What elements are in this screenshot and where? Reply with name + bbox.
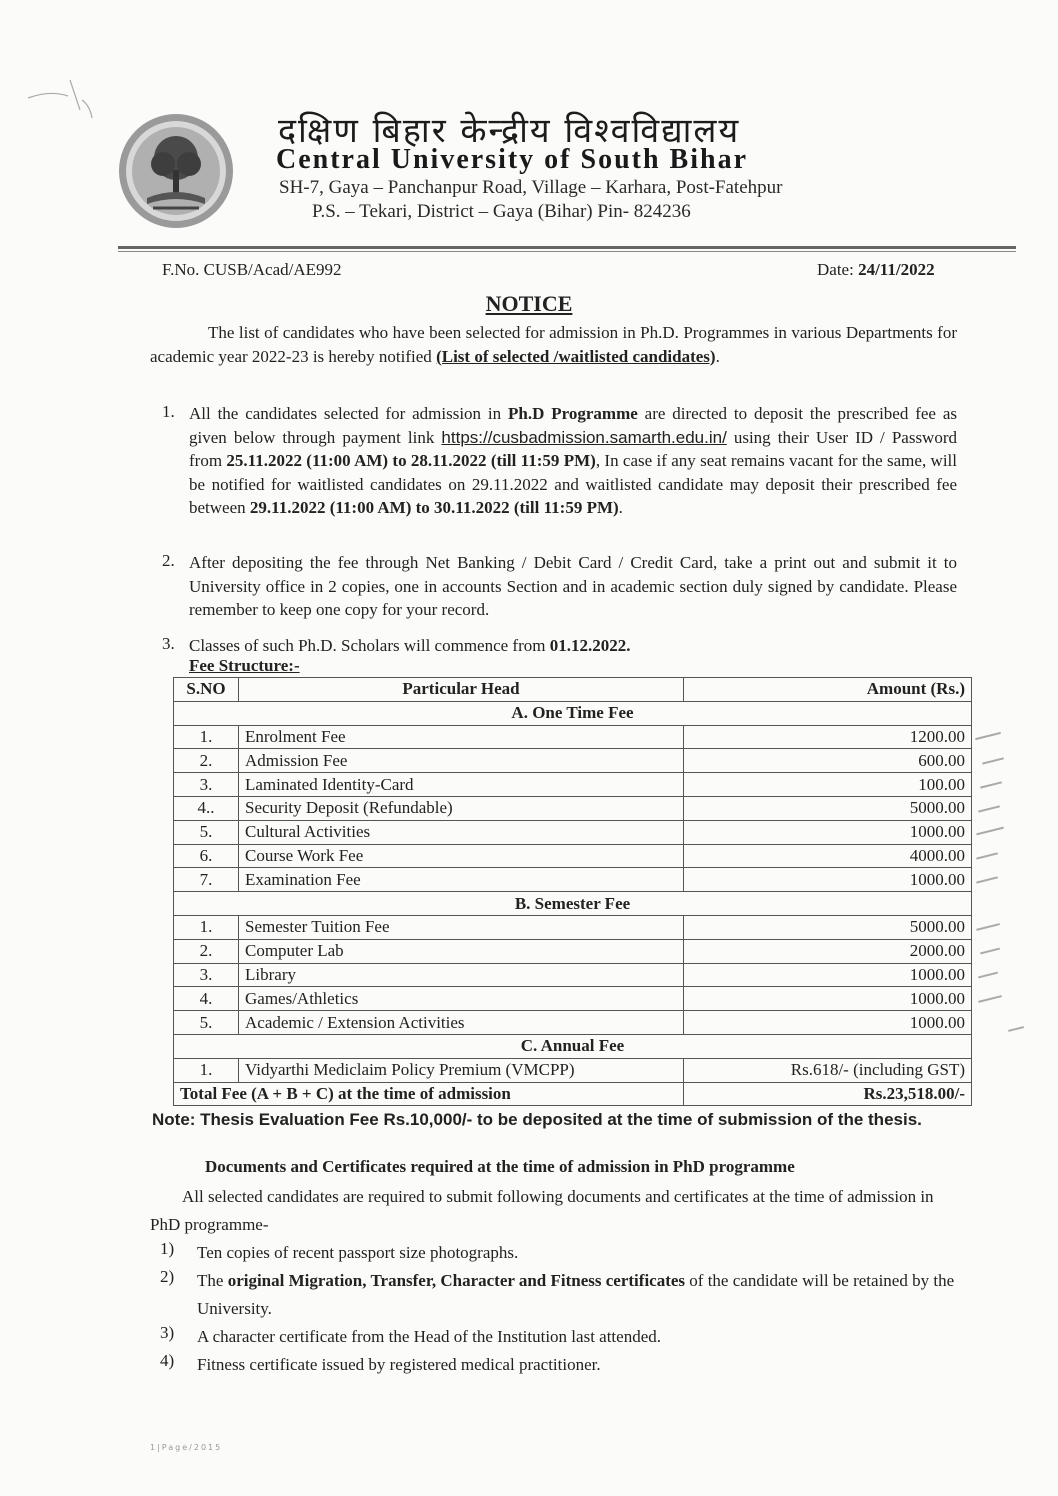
- date-label: Date:: [817, 260, 854, 279]
- row-sno: 4.: [174, 987, 239, 1011]
- header-sno: S.NO: [174, 678, 239, 702]
- pen-tick-mark: [976, 923, 1000, 930]
- documents-intro: All selected candidates are required to submit following documents and certificates at the time of admission in PhD programme-: [150, 1187, 934, 1234]
- row-sno: 6.: [174, 844, 239, 868]
- row-amount: 600.00: [684, 749, 972, 773]
- row-amount: 4000.00: [684, 844, 972, 868]
- pen-tick-mark: [976, 827, 1004, 835]
- document-item-4: Fitness certificate issued by registered medical practitioner.: [197, 1355, 601, 1374]
- file-number: F.No. CUSB/Acad/AE992: [162, 260, 342, 279]
- row-sno: 5.: [174, 1011, 239, 1035]
- header-divider-thin: [118, 251, 1016, 252]
- fee-structure-table: [173, 677, 972, 1106]
- p1-g: 29.11.2022 (11:00 AM) to 30.11.2022 (till 11:59 PM): [249, 498, 619, 517]
- pen-tick-mark: [976, 852, 998, 859]
- p1-d: using their User ID / Password from: [189, 427, 957, 470]
- row-head: Computer Lab: [239, 939, 684, 963]
- document-item-2: [197, 1267, 967, 1323]
- document-item-1-number: 1): [160, 1239, 175, 1258]
- row-amount: 100.00: [684, 773, 972, 797]
- table-row: [174, 773, 972, 797]
- p1-h: .: [618, 498, 623, 517]
- row-head: Examination Fee: [239, 868, 684, 892]
- table-row: [174, 749, 972, 773]
- document-item-3: A character certificate from the Head of the Institution last attended.: [197, 1327, 661, 1346]
- row-sno: 7.: [174, 868, 239, 892]
- row-sno: 1.: [174, 1058, 239, 1082]
- university-name-hindi: दक्षिण बिहार केन्द्रीय विश्वविद्यालय: [278, 111, 741, 151]
- row-amount: 1000.00: [684, 987, 972, 1011]
- p3-a: Classes of such Ph.D. Scholars will commence from: [189, 636, 550, 655]
- p1-f: , In case if any seat remains vacant for the same, will be notified for waitlisted candidates on 29.11.2022 and waitlisted candidate may deposit their prescribed fee between: [189, 451, 957, 517]
- section-b-label: B. Semester Fee: [174, 892, 972, 916]
- row-amount: 1000.00: [684, 1011, 972, 1035]
- intro-end: .: [715, 346, 720, 366]
- total-label: Total Fee (A + B + C) at the time of admission: [174, 1082, 684, 1106]
- row-amount: 1000.00: [684, 868, 972, 892]
- section-row-b: [174, 892, 972, 916]
- section-row-a: [174, 701, 972, 725]
- row-amount: 1000.00: [684, 963, 972, 987]
- row-amount: Rs.618/- (including GST): [684, 1058, 972, 1082]
- row-head: Library: [239, 963, 684, 987]
- row-sno: 1.: [174, 915, 239, 939]
- university-seal-logo: [117, 112, 235, 230]
- table-header-row: [174, 678, 972, 702]
- date-value: 24/11/2022: [858, 260, 935, 279]
- row-head: Security Deposit (Refundable): [239, 796, 684, 820]
- address-line-2: P.S. – Tekari, District – Gaya (Bihar) Pin- 824236: [312, 201, 691, 222]
- table-row: [174, 1011, 972, 1035]
- university-name-english: Central University of South Bihar: [276, 144, 748, 175]
- pen-scribble: [20, 70, 100, 130]
- notice-date: [817, 260, 935, 280]
- row-sno: 2.: [174, 749, 239, 773]
- intro-text: The list of candidates who have been selected for admission in Ph.D. Programmes in various Departments for academic year 2022-23 is hereby notified: [150, 323, 957, 366]
- d2-bold: original Migration, Transfer, Character and Fitness certificates: [227, 1271, 686, 1290]
- row-amount: 1000.00: [684, 820, 972, 844]
- row-head: Games/Athletics: [239, 987, 684, 1011]
- document-item-3-number: 3): [160, 1323, 175, 1342]
- thesis-fee-note: Note: Thesis Evaluation Fee Rs.10,000/- to be deposited at the time of submission of the thesis.: [152, 1110, 922, 1129]
- row-head: Laminated Identity-Card: [239, 773, 684, 797]
- intro-paragraph: [150, 321, 957, 368]
- pen-tick-mark: [975, 732, 1001, 740]
- table-row: [174, 963, 972, 987]
- point-1-number: 1.: [162, 402, 175, 421]
- pen-tick-mark: [978, 972, 998, 978]
- p3-b: 01.12.2022.: [549, 636, 631, 655]
- point-3-number: 3.: [162, 634, 175, 653]
- row-head: Enrolment Fee: [239, 725, 684, 749]
- header-particular: Particular Head: [239, 678, 684, 702]
- p1-a: All the candidates selected for admission in: [189, 404, 509, 423]
- d2-post: of the candidate will be retained by the University.: [197, 1271, 955, 1318]
- table-row: [174, 796, 972, 820]
- point-2-text: After depositing the fee through Net Banking / Debit Card / Credit Card, take a print out and submit it to University office in 2 copies, one in accounts Section and in academic section duly signed by candidate. Please remember to keep one copy for your record.: [189, 553, 957, 619]
- table-row: [174, 987, 972, 1011]
- d2-pre: The: [197, 1271, 228, 1290]
- fee-structure-heading: Fee Structure:-: [189, 656, 300, 675]
- row-head: Cultural Activities: [239, 820, 684, 844]
- payment-link[interactable]: https://cusbadmission.samarth.edu.in/: [441, 427, 727, 447]
- pen-tick-mark: [978, 995, 1002, 1002]
- point-1-text: [189, 402, 957, 520]
- row-amount: 2000.00: [684, 939, 972, 963]
- documents-heading: Documents and Certificates required at the time of admission in PhD programme: [205, 1157, 795, 1176]
- row-head: Course Work Fee: [239, 844, 684, 868]
- document-item-4-number: 4): [160, 1351, 175, 1370]
- table-row: [174, 939, 972, 963]
- pen-tick-mark: [978, 805, 1000, 812]
- row-amount: 1200.00: [684, 725, 972, 749]
- total-row: [174, 1082, 972, 1106]
- header-amount: Amount (Rs.): [684, 678, 972, 702]
- document-item-1: Ten copies of recent passport size photographs.: [197, 1243, 519, 1262]
- row-amount: 5000.00: [684, 915, 972, 939]
- document-item-2-number: 2): [160, 1267, 175, 1286]
- row-head: Academic / Extension Activities: [239, 1011, 684, 1035]
- p1-b: Ph.D Programme: [508, 404, 638, 423]
- row-amount: 5000.00: [684, 796, 972, 820]
- row-sno: 5.: [174, 820, 239, 844]
- p1-c: are directed to deposit the prescribed fee as given below through payment link: [189, 404, 957, 447]
- row-head: Admission Fee: [239, 749, 684, 773]
- pen-tick-mark: [976, 876, 998, 883]
- total-amount: Rs.23,518.00/-: [684, 1082, 972, 1106]
- table-row: [174, 1058, 972, 1082]
- row-sno: 3.: [174, 773, 239, 797]
- pen-tick-mark: [1008, 1026, 1024, 1031]
- table-row: [174, 844, 972, 868]
- page-footer: 1|Page/2015: [150, 1443, 223, 1452]
- pen-tick-mark: [980, 948, 1000, 954]
- row-sno: 2.: [174, 939, 239, 963]
- header-divider: [118, 246, 1016, 249]
- pen-tick-mark: [982, 757, 1004, 764]
- section-row-c: [174, 1034, 972, 1058]
- table-row: [174, 868, 972, 892]
- section-a-label: A. One Time Fee: [174, 701, 972, 725]
- point-2-number: 2.: [162, 551, 175, 570]
- table-row: [174, 915, 972, 939]
- row-sno: 3.: [174, 963, 239, 987]
- row-head: Vidyarthi Mediclaim Policy Premium (VMCPP): [239, 1058, 684, 1082]
- section-c-label: C. Annual Fee: [174, 1034, 972, 1058]
- p1-e: 25.11.2022 (11:00 AM) to 28.11.2022 (till 11:59 PM): [226, 451, 596, 470]
- row-sno: 1.: [174, 725, 239, 749]
- table-row: [174, 725, 972, 749]
- point-3-text: [189, 634, 957, 658]
- row-head: Semester Tuition Fee: [239, 915, 684, 939]
- row-sno: 4..: [174, 796, 239, 820]
- address-line-1: SH-7, Gaya – Panchanpur Road, Village – Karhara, Post-Fatehpur: [279, 177, 783, 198]
- table-row: [174, 820, 972, 844]
- notice-title: NOTICE: [485, 291, 573, 316]
- selected-list-link[interactable]: (List of selected /waitlisted candidates): [436, 346, 716, 366]
- pen-tick-mark: [980, 781, 1002, 788]
